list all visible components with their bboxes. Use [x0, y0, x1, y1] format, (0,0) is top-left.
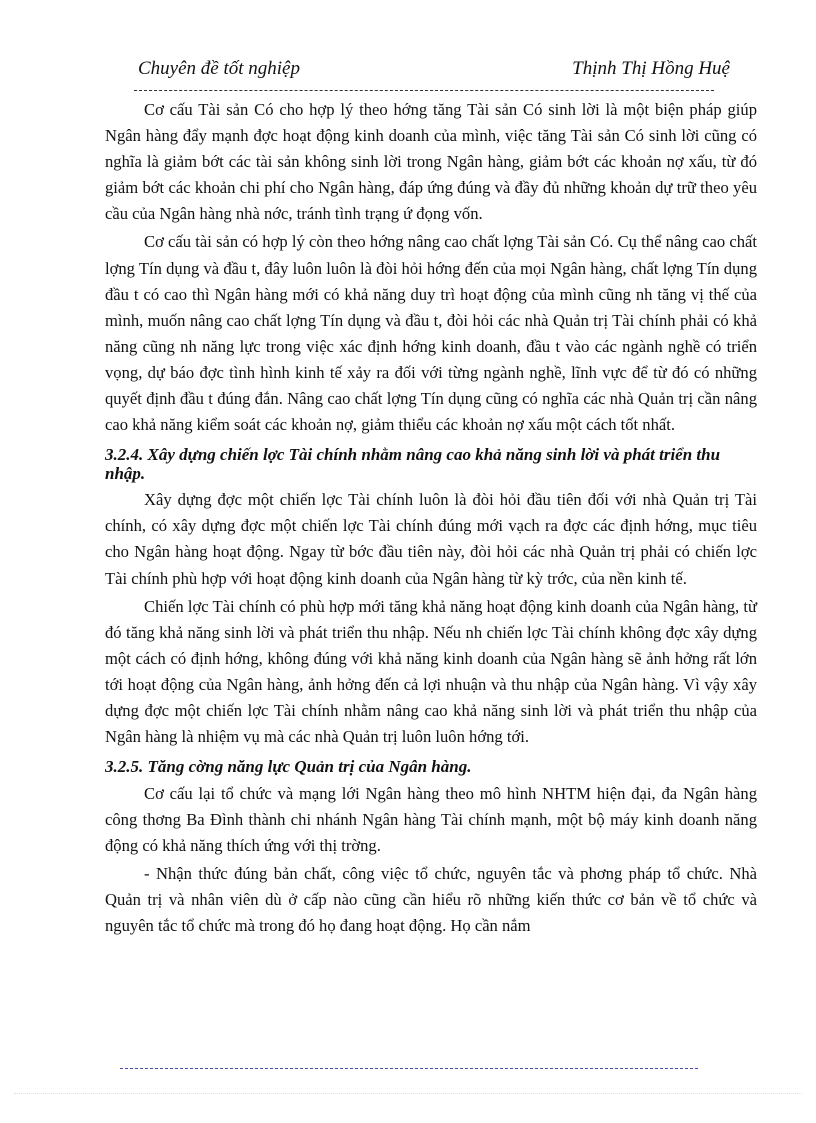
body-text	[105, 97, 757, 941]
header-title: Chuyên đề tốt nghiệp	[138, 58, 300, 79]
paragraph: Chiến lợc Tài chính có phù hợp mới tăng khả năng hoạt động kinh doanh của Ngân hàng, từ đó tăng khả năng sinh lời và phát triển thu nhập. Nếu nh chiến lợc Tài chính không đợc xây dựng một cách có định hớng, không đúng với khả năng kinh doanh của Ngân hàng sẽ ảnh hởng rất lớn tới hoạt động của Ngân hàng, ảnh hởng đến cả lợi nhuận và thu nhập của Ngân hàng. Vì vậy xây dựng đợc một chiến lợc Tài chính nhằm nâng cao khả năng sinh lời và phát triển thu nhập của Ngân hàng là nhiệm vụ mà các nhà Quản trị luôn luôn hớng tới.	[105, 596, 757, 747]
paragraph: Xây dựng đợc một chiến lợc Tài chính luôn là đòi hỏi đầu tiên đối với nhà Quản trị Tài chính, có xây dựng đợc một chiến lợc Tài chính đúng mới vạch ra đợc các định hớng, mục tiêu cho Ngân hàng hoạt động. Ngay từ bớc đầu tiên này, đòi hỏi các nhà Quản trị phải có chiến lợc Tài chính phù hợp với hoạt động kinh doanh của Ngân hàng từ kỳ trớc, của nền kinh tế.	[105, 490, 757, 588]
section-heading: 3.2.5. Tăng cờng năng lực Quản trị của Ngân hàng.	[105, 757, 472, 777]
footer-divider	[120, 1068, 698, 1069]
header-author: Thịnh Thị Hồng Huệ	[572, 58, 730, 79]
paragraph: Cơ cấu tài sản có hợp lý còn theo hớng nâng cao chất lợng Tài sản Có. Cụ thể nâng cao chất lợng Tín dụng và đầu t, đây luôn luôn là đòi hỏi hớng đến của mọi Ngân hàng, chất lợng Tín dụng đầu t có cao thì Ngân hàng mới có khả năng duy trì hoạt động của mình cũng nh tăng vị thế của mình, muốn nâng cao chất lợng Tín dụng và đầu t, đòi hỏi các nhà Quản trị Tài chính phải có khả năng cũng nh năng lực trong việc xác định hớng kinh doanh, đầu t vào các ngành nghề có triển vọng, dự báo đợc tình hình kinh tế xảy ra đối với từng ngành nghề, lĩnh vực để từ đó có những quyết định đầu t đúng đắn. Nâng cao chất lợng Tín dụng cũng có nghĩa các nhà Quản trị cần nâng cao khả năng kiểm soát các khoản nợ, giảm thiểu các khoản nợ xấu một cách tốt nhất.	[105, 232, 757, 435]
page-header	[138, 58, 730, 84]
page-edge-guide	[14, 1093, 802, 1094]
paragraph: Cơ cấu Tài sản Có cho hợp lý theo hớng tăng Tài sản Có sinh lời là một biện pháp giúp Ngân hàng đẩy mạnh đợc hoạt động kinh doanh của mình, việc tăng Tài sản Có sinh lời cũng có nghĩa là giảm bớt các tài sản không sinh lời trong Ngân hàng, giảm bớt các khoản nợ xấu, từ đó giảm bớt các khoản chi phí cho Ngân hàng, đáp ứng đúng và đầy đủ những khoản dự trữ theo yêu cầu của Ngân hàng nhà nớc, tránh tình trạng ứ đọng vốn.	[105, 100, 757, 224]
section-heading: 3.2.4. Xây dựng chiến lợc Tài chính nhằm nâng cao khả năng sinh lời và phát triển thu nhập.	[105, 445, 721, 483]
paragraph: - Nhận thức đúng bản chất, công việc tổ chức, nguyên tắc và phơng pháp tổ chức. Nhà Quản trị và nhân viên dù ở cấp nào cũng cần hiểu rõ những kiến thức cơ bản về tổ chức và nguyên tắc tổ chức mà trong đó họ đang hoạt động. Họ cần nắm	[105, 863, 757, 936]
paragraph: Cơ cấu lại tổ chức và mạng lới Ngân hàng theo mô hình NHTM hiện đại, đa Ngân hàng công thơng Ba Đình thành chi nhánh Ngân hàng Tài chính mạnh, một bộ máy kinh doanh năng động có khả năng thích ứng với thị trờng.	[105, 783, 757, 855]
header-divider	[134, 90, 714, 91]
